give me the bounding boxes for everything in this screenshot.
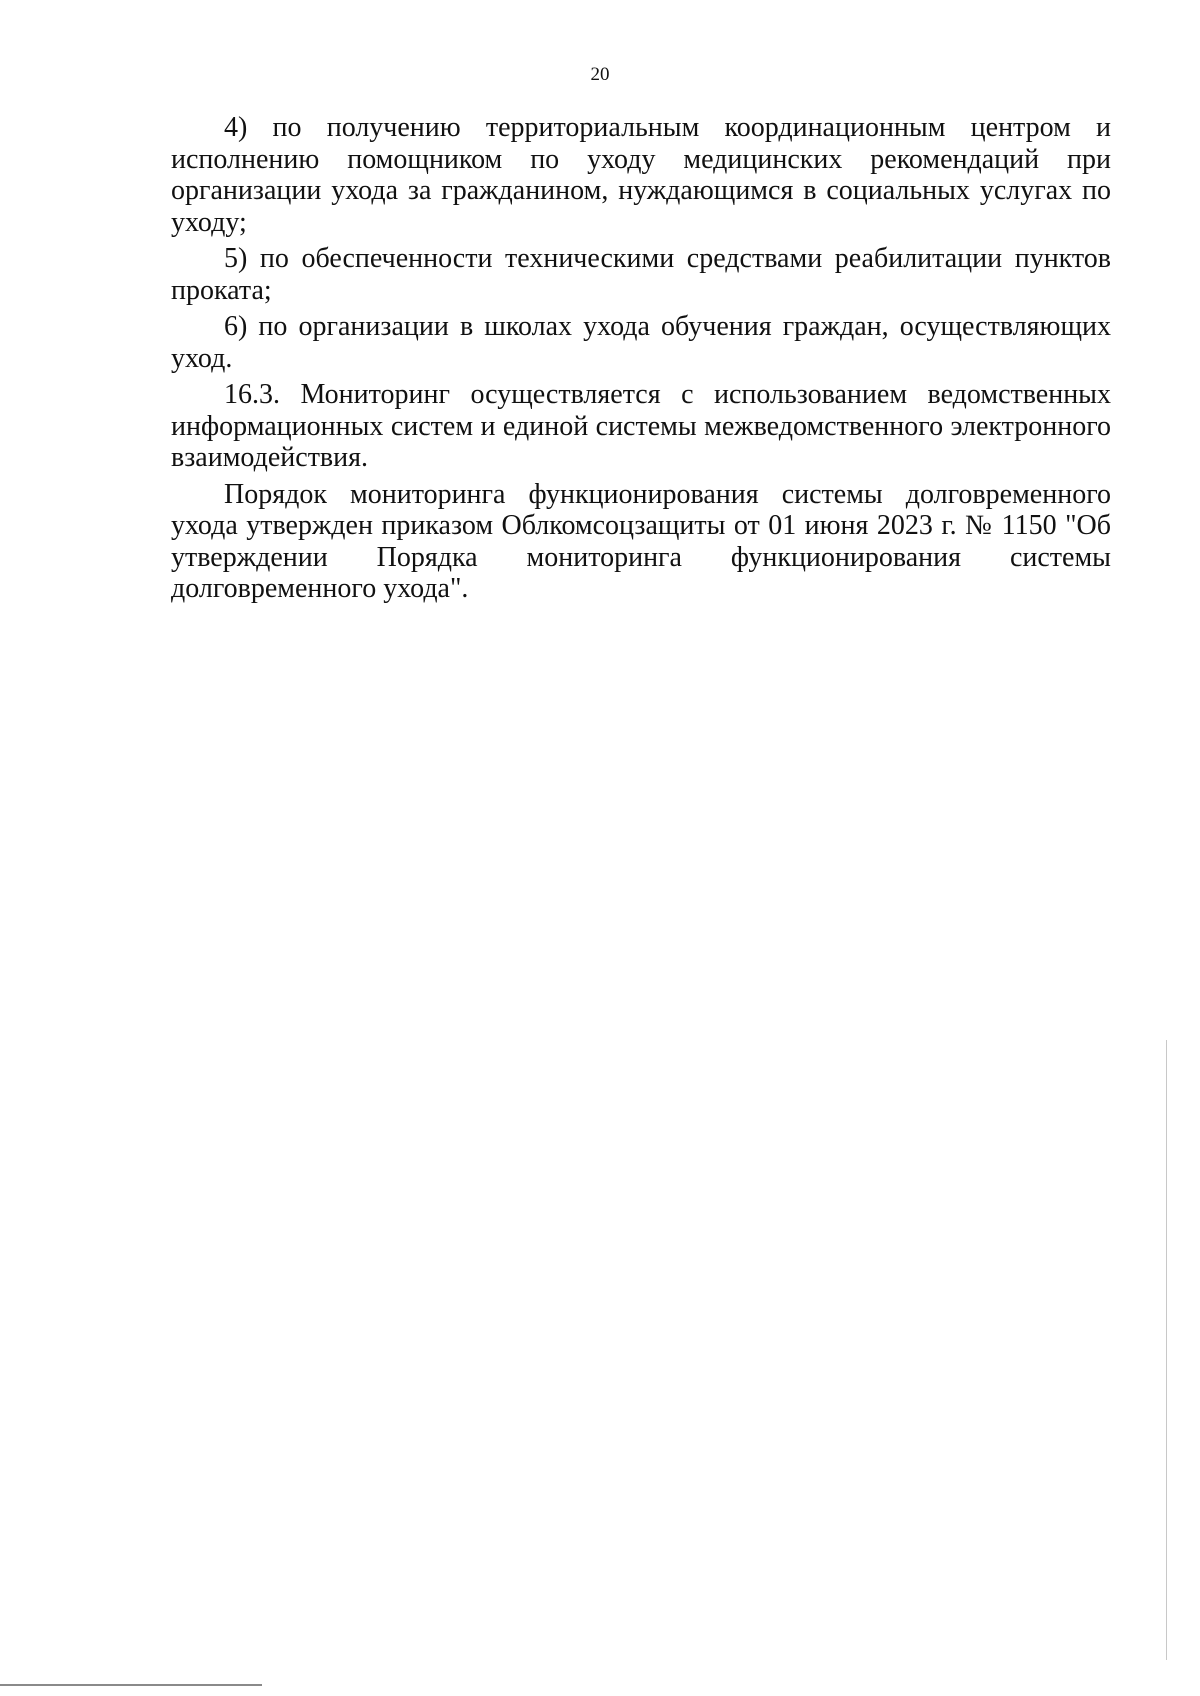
paragraph-item-4: 4) по получению территориальным координационным центром и исполнению помощником по уходу медицинских рекомендаций при организации ухода за гражданином, нуждающимся в социальных услугах по уходу; <box>171 112 1111 238</box>
paragraph-item-6: 6) по организации в школах ухода обучения граждан, осуществляющих уход. <box>171 311 1111 374</box>
paragraph-section-16-3: 16.3. Мониторинг осуществляется с использованием ведомственных информационных систем и единой системы межведомственного электронного взаимодействия. <box>171 379 1111 473</box>
document-body <box>171 112 1111 610</box>
paragraph-item-5: 5) по обеспеченности техническими средствами реабилитации пунктов проката; <box>171 243 1111 306</box>
paragraph-monitoring-order: Порядок мониторинга функционирования системы долговременного ухода утвержден приказом Облкомсоцзащиты от 01 июня 2023 г. № 1150 "Об утверждении Порядка мониторинга функционирования системы долговременного ухода". <box>171 478 1111 604</box>
scan-bottom-line <box>0 1684 262 1686</box>
page-number: 20 <box>590 64 610 85</box>
scan-edge-line <box>1166 1040 1167 1660</box>
